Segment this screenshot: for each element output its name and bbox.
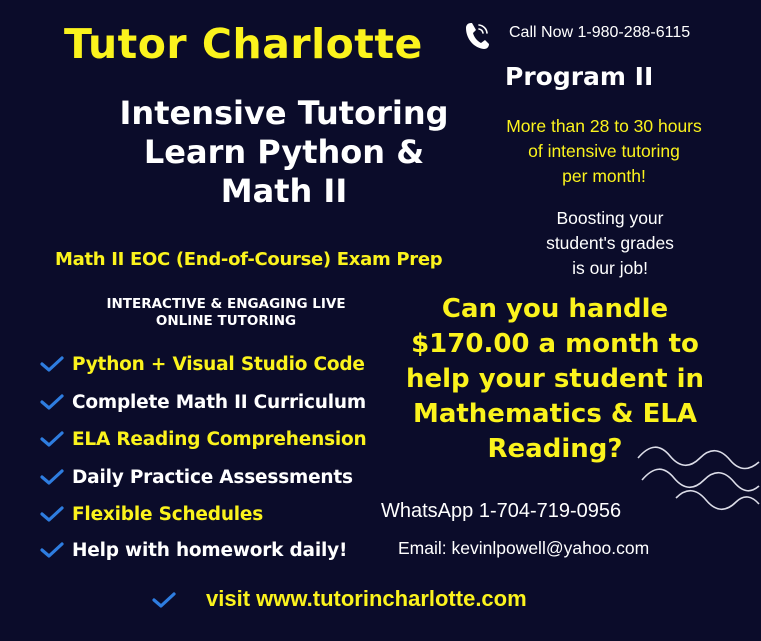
hours-line-3: per month! [562, 166, 646, 186]
interactive-line-1: INTERACTIVE & ENGAGING LIVE [106, 296, 346, 312]
whatsapp-number[interactable]: WhatsApp 1-704-719-0956 [381, 500, 622, 522]
feature-label: ELA Reading Comprehension [72, 429, 367, 450]
feature-item [40, 467, 353, 488]
interactive-line-2: ONLINE TUTORING [155, 313, 297, 329]
email-address[interactable]: Email: kevinlpowell@yahoo.com [398, 538, 650, 558]
feature-item [40, 540, 347, 561]
feature-item [40, 429, 367, 450]
boost-line-2: student's grades [546, 233, 674, 253]
feature-label: Daily Practice Assessments [72, 467, 353, 488]
headline [80, 94, 488, 211]
interactive-tagline [86, 296, 366, 330]
feature-item [40, 354, 365, 375]
pitch-line-2: $170.00 a month to [411, 329, 699, 359]
hours-line-2: of intensive tutoring [528, 141, 680, 161]
program-hours [474, 114, 734, 189]
checkmark-icon [40, 355, 64, 373]
checkmark-icon [40, 430, 64, 448]
call-now-phone[interactable]: Call Now 1-980-288-6115 [509, 24, 691, 41]
squiggle-decoration [636, 436, 761, 526]
headline-line-1: Intensive Tutoring [119, 94, 449, 132]
checkmark-icon [152, 591, 176, 609]
boost-tagline [500, 206, 720, 281]
checkmark-icon [40, 541, 64, 559]
feature-item [40, 504, 263, 525]
pitch-line-3: help your student in [406, 364, 704, 394]
checkmark-icon [40, 468, 64, 486]
feature-label: Help with homework daily! [72, 540, 348, 561]
feature-item [40, 392, 366, 413]
phone-icon [462, 19, 492, 53]
exam-prep-label: Math II EOC (End-of-Course) Exam Prep [55, 249, 443, 270]
program-name: Program II [505, 62, 654, 91]
boost-line-1: Boosting your [556, 208, 664, 228]
checkmark-icon [40, 505, 64, 523]
pitch-line-5: Reading? [487, 434, 623, 464]
feature-label: Python + Visual Studio Code [72, 354, 365, 375]
headline-line-2: Learn Python & [143, 133, 425, 171]
feature-label: Complete Math II Curriculum [72, 392, 366, 413]
pitch-line-1: Can you handle [441, 294, 669, 324]
headline-line-3: Math II [220, 172, 348, 210]
feature-label: Flexible Schedules [72, 504, 264, 525]
website-line[interactable] [152, 586, 527, 612]
checkmark-icon [40, 393, 64, 411]
website-link[interactable]: visit www.tutorincharlotte.com [206, 586, 527, 611]
hours-line-1: More than 28 to 30 hours [506, 116, 702, 136]
brand-title: Tutor Charlotte [64, 20, 423, 68]
boost-line-3: is our job! [572, 258, 648, 278]
pitch-line-4: Mathematics & ELA [412, 399, 698, 429]
